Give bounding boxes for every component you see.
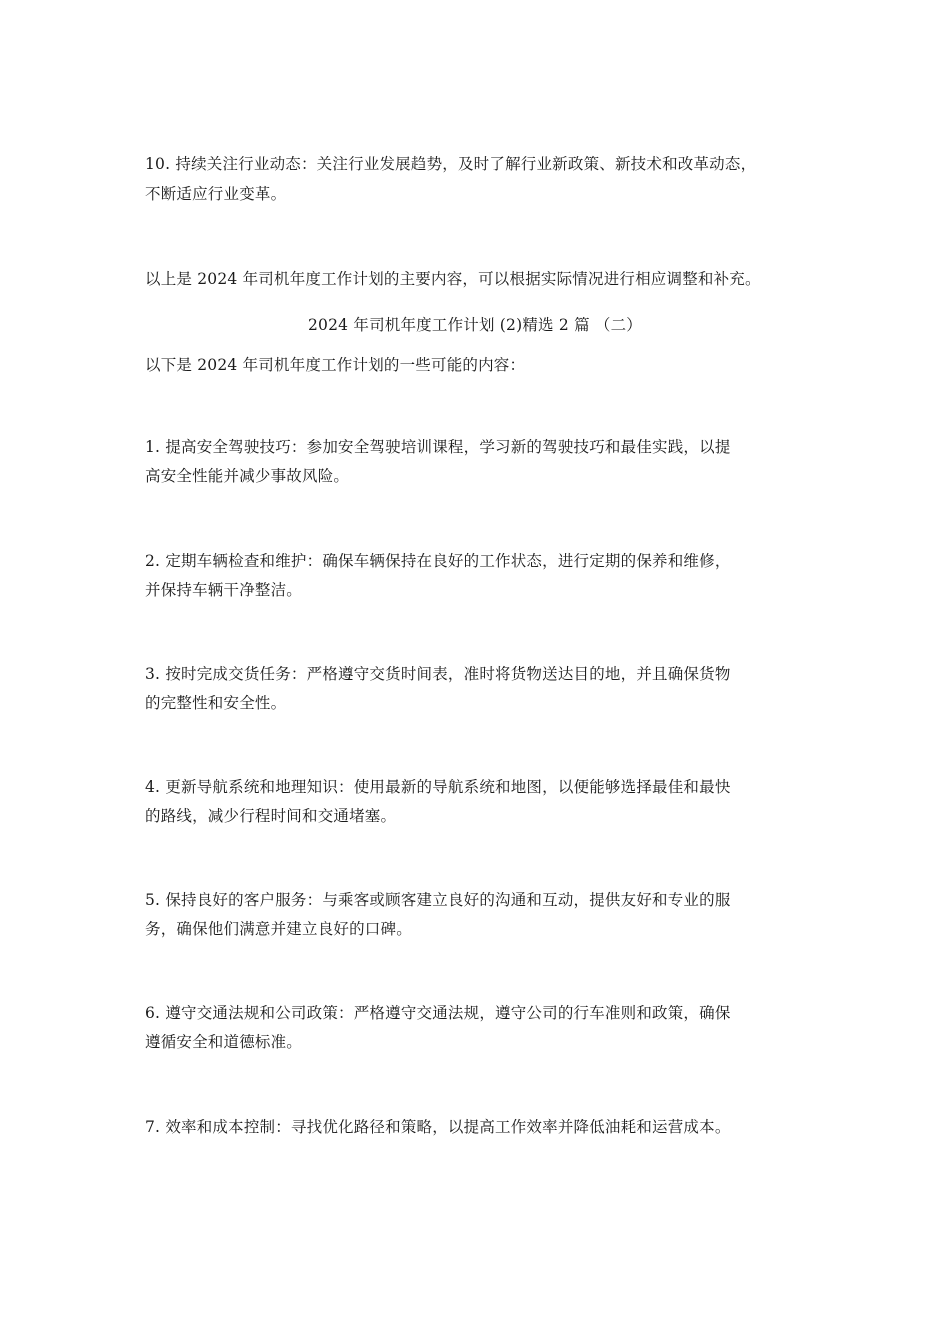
item-2-line-2: 并保持车辆干净整洁。 bbox=[145, 581, 303, 599]
item-4-line-2: 的路线，减少行程时间和交通堵塞。 bbox=[145, 807, 397, 825]
item-2-line-1: 2. 定期车辆检查和维护：确保车辆保持在良好的工作状态，进行定期的保养和维修， bbox=[145, 552, 731, 570]
item-1-line-1: 1. 提高安全驾驶技巧：参加安全驾驶培训课程，学习新的驾驶技巧和最佳实践，以提 bbox=[145, 438, 731, 456]
item-5-line-2: 务，确保他们满意并建立良好的口碑。 bbox=[145, 920, 412, 938]
item-6-line-2: 遵循安全和道德标准。 bbox=[145, 1033, 303, 1051]
section-title: 2024 年司机年度工作计划 (2)精选 2 篇 （二） bbox=[308, 316, 642, 334]
item-1-line-2: 高安全性能并减少事故风险。 bbox=[145, 467, 350, 485]
conclusion-paragraph: 以上是 2024 年司机年度工作计划的主要内容，可以根据实际情况进行相应调整和补充。 bbox=[145, 270, 761, 288]
item-10-line-2: 不断适应行业变革。 bbox=[145, 185, 287, 203]
item-6-line-1: 6. 遵守交通法规和公司政策：严格遵守交通法规，遵守公司的行车准则和政策，确保 bbox=[145, 1004, 731, 1022]
item-3-line-2: 的完整性和安全性。 bbox=[145, 694, 287, 712]
item-4-line-1: 4. 更新导航系统和地理知识：使用最新的导航系统和地图，以便能够选择最佳和最快 bbox=[145, 778, 731, 796]
item-5-line-1: 5. 保持良好的客户服务：与乘客或顾客建立良好的沟通和互动，提供友好和专业的服 bbox=[145, 891, 731, 909]
item-7-line-1: 7. 效率和成本控制：寻找优化路径和策略，以提高工作效率并降低油耗和运营成本。 bbox=[145, 1118, 731, 1136]
item-3-line-1: 3. 按时完成交货任务：严格遵守交货时间表，准时将货物送达目的地，并且确保货物 bbox=[145, 665, 731, 683]
item-10-line-1: 10. 持续关注行业动态：关注行业发展趋势，及时了解行业新政策、新技术和改革动态， bbox=[145, 155, 757, 173]
intro-paragraph: 以下是 2024 年司机年度工作计划的一些可能的内容： bbox=[145, 356, 526, 374]
